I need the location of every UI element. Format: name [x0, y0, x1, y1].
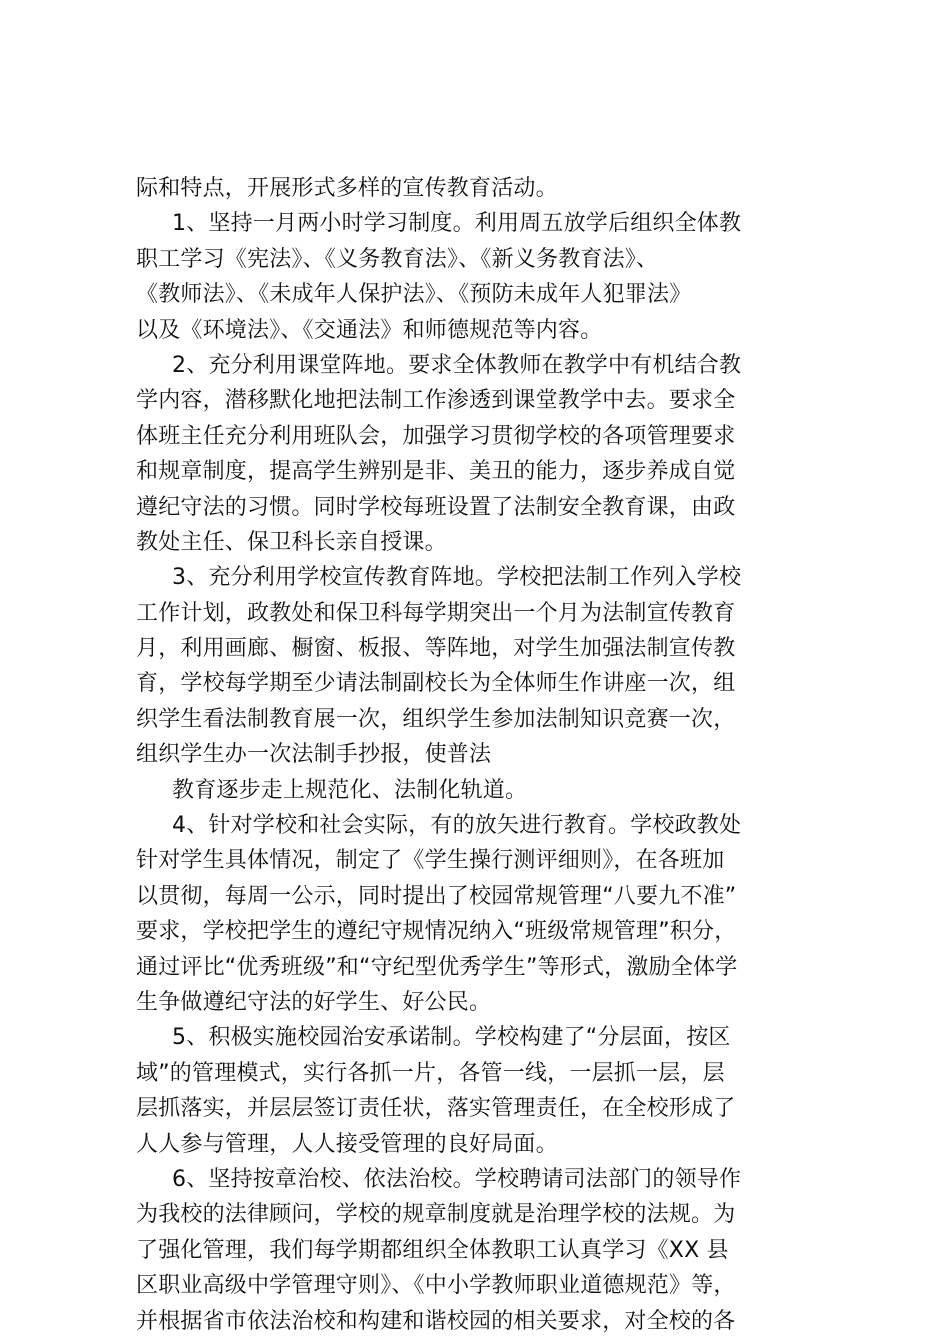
text-line: 4、针对学校和社会实际，有的放矢进行教育。学校政教处 — [172, 813, 742, 839]
text-line: 织学生看法制教育展一次，组织学生参加法制知识竞赛一次， — [136, 706, 736, 732]
text-line: 通过评比“优秀班级”和“守纪型优秀学生”等形式，激励全体学 — [136, 954, 738, 980]
text-line: 教处主任、保卫科长亲自授课。 — [136, 529, 447, 555]
document-body — [136, 171, 836, 1339]
text-line: 域”的管理模式，实行各抓一片，各管一线，一层抓一层，层 — [136, 1060, 725, 1086]
text-line: 2、充分利用课堂阵地。要求全体教师在教学中有机结合教 — [172, 352, 742, 378]
text-line: 组织学生办一次法制手抄报，使普法 — [136, 742, 492, 768]
text-line: 以及《环境法》、《交通法》和师德规范等内容。 — [136, 317, 603, 343]
text-line: 6、坚持按章治校、依法治校。学校聘请司法部门的领导作 — [172, 1166, 742, 1192]
text-line: 区职业高级中学管理守则》、《中小学教师职业道德规范》等， — [136, 1273, 736, 1299]
text-line: 3、充分利用学校宣传教育阵地。学校把法制工作列入学校 — [172, 565, 742, 591]
text-line: 《教师法》、《未成年人保护法》、《预防未成年人犯罪法》 — [136, 282, 692, 308]
text-line: 以贯彻，每周一公示，同时提出了校园常规管理“八要九不准” — [136, 883, 737, 909]
text-line: 层抓落实，并层层签订责任状，落实管理责任，在全校形成了 — [136, 1096, 736, 1122]
text-line: 针对学生具体情况，制定了《学生操行测评细则》，在各班加 — [136, 848, 725, 874]
text-line: 了强化管理，我们每学期都组织全体教职工认真学习《XX 县 — [136, 1237, 729, 1263]
text-line: 体班主任充分利用班队会，加强学习贯彻学校的各项管理要求 — [136, 423, 736, 449]
text-line: 1、坚持一月两小时学习制度。利用周五放学后组织全体教 — [172, 211, 742, 237]
text-line: 际和特点，开展形式多样的宣传教育活动。 — [136, 176, 558, 201]
text-line: 为我校的法律顾问，学校的规章制度就是治理学校的法规。为 — [136, 1202, 736, 1228]
text-line: 遵纪守法的习惯。同时学校每班设置了法制安全教育课，由政 — [136, 494, 736, 520]
text-line: 工作计划，政教处和保卫科每学期突出一个月为法制宣传教育 — [136, 600, 736, 626]
text-line: 人人参与管理，人人接受管理的良好局面。 — [136, 1131, 558, 1157]
text-line: 生争做遵纪守法的好学生、好公民。 — [136, 989, 492, 1015]
text-line: 育，学校每学期至少请法制副校长为全体师生作讲座一次，组 — [136, 671, 736, 697]
text-line: 要求，学校把学生的遵纪守规情况纳入“班级常规管理”积分， — [136, 919, 737, 945]
text-line: 和规章制度，提高学生辨别是非、美丑的能力，逐步养成自觉 — [136, 459, 736, 485]
text-line: 5、积极实施校园治安承诺制。学校构建了“分层面，按区 — [172, 1025, 731, 1051]
text-line: 职工学习《宪法》、《义务教育法》、《新义务教育法》、 — [136, 246, 659, 272]
text-line: 学内容，潜移默化地把法制工作渗透到课堂教学中去。要求全 — [136, 388, 736, 414]
text-line: 并根据省市依法治校和构建和谐校园的相关要求，对全校的各 — [136, 1308, 736, 1334]
text-line: 月，利用画廊、橱窗、板报、等阵地，对学生加强法制宣传教 — [136, 636, 736, 662]
text-line: 教育逐步走上规范化、法制化轨道。 — [172, 777, 528, 803]
